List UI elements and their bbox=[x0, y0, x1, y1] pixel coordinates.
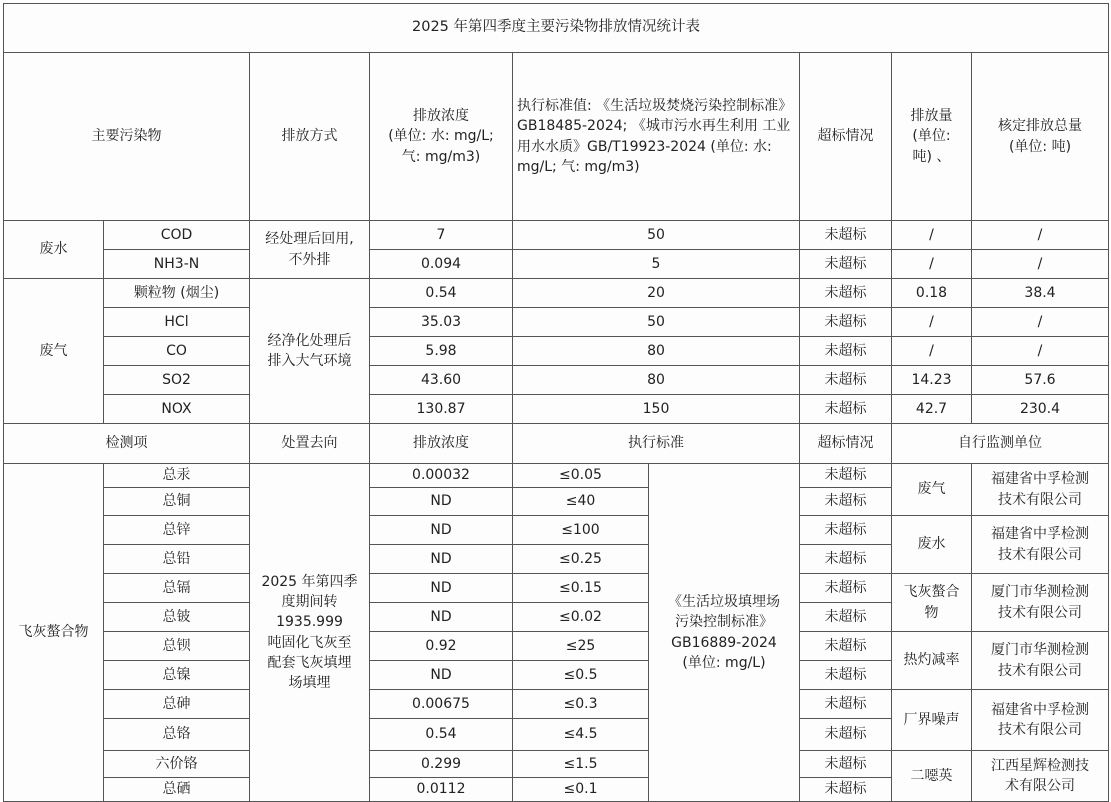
header-approved: 核定排放总量 (单位: 吨) bbox=[972, 53, 1109, 221]
approved-total: 38.4 bbox=[972, 279, 1109, 308]
exceed-status: 未超标 bbox=[800, 395, 892, 424]
concentration-value: 0.299 bbox=[370, 751, 513, 778]
limit-value: ≤100 bbox=[513, 516, 649, 545]
test-item: 总钡 bbox=[104, 632, 250, 661]
limit-value: ≤0.1 bbox=[513, 778, 649, 802]
table-title: 2025 年第四季度主要污染物排放情况统计表 bbox=[4, 4, 1109, 53]
standard-value: 80 bbox=[513, 366, 800, 395]
monitor-unit: 江西星辉检测技 术有限公司 bbox=[972, 751, 1109, 802]
emission-amount: 14.23 bbox=[892, 366, 972, 395]
header-test-item: 检测项 bbox=[4, 424, 250, 464]
monitor-type: 废水 bbox=[892, 516, 972, 574]
monitor-type: 二噁英 bbox=[892, 751, 972, 802]
approved-total: / bbox=[972, 337, 1109, 366]
concentration-value: ND bbox=[370, 661, 513, 690]
exceed-status: 未超标 bbox=[800, 690, 892, 719]
emission-amount: / bbox=[892, 250, 972, 279]
exceed-status: 未超标 bbox=[800, 632, 892, 661]
concentration-value: 130.87 bbox=[370, 395, 513, 424]
header-monitor-unit: 自行监测单位 bbox=[892, 424, 1109, 464]
exceed-status: 未超标 bbox=[800, 545, 892, 574]
pollutant-item: CO bbox=[104, 337, 250, 366]
monitor-type: 废气 bbox=[892, 464, 972, 516]
standard-value: 5 bbox=[513, 250, 800, 279]
limit-value: ≤0.5 bbox=[513, 661, 649, 690]
exceed-status: 未超标 bbox=[800, 603, 892, 632]
test-item: 总铅 bbox=[104, 545, 250, 574]
standard-value: 50 bbox=[513, 221, 800, 250]
header-concentration: 排放浓度 (单位: 水: mg/L; 气: mg/m3) bbox=[370, 53, 513, 221]
header-standard-2: 执行标准 bbox=[513, 424, 800, 464]
concentration-value: ND bbox=[370, 516, 513, 545]
header-pollutant: 主要污染物 bbox=[4, 53, 250, 221]
exceed-status: 未超标 bbox=[800, 778, 892, 802]
limit-value: ≤40 bbox=[513, 488, 649, 516]
monitor-unit: 福建省中孚检测 技术有限公司 bbox=[972, 516, 1109, 574]
limit-value: ≤0.15 bbox=[513, 574, 649, 603]
concentration-value: 7 bbox=[370, 221, 513, 250]
test-item: 总镍 bbox=[104, 661, 250, 690]
approved-total: 230.4 bbox=[972, 395, 1109, 424]
fly-ash-category: 飞灰螯合物 bbox=[4, 464, 104, 802]
wastewater-category: 废水 bbox=[4, 221, 104, 279]
exceed-status: 未超标 bbox=[800, 221, 892, 250]
approved-total: / bbox=[972, 250, 1109, 279]
header-method: 排放方式 bbox=[250, 53, 370, 221]
concentration-value: 43.60 bbox=[370, 366, 513, 395]
standard-value: 150 bbox=[513, 395, 800, 424]
concentration-value: 0.92 bbox=[370, 632, 513, 661]
exceed-status: 未超标 bbox=[800, 279, 892, 308]
exceed-status: 未超标 bbox=[800, 661, 892, 690]
emission-statistics-table bbox=[3, 3, 1109, 802]
header-concentration-2: 排放浓度 bbox=[370, 424, 513, 464]
concentration-value: 35.03 bbox=[370, 308, 513, 337]
pollutant-item: HCl bbox=[104, 308, 250, 337]
monitor-type: 厂界噪声 bbox=[892, 690, 972, 751]
limit-value: ≤0.05 bbox=[513, 464, 649, 488]
concentration-value: 0.54 bbox=[370, 279, 513, 308]
test-item: 总镉 bbox=[104, 574, 250, 603]
concentration-value: ND bbox=[370, 488, 513, 516]
limit-value: ≤4.5 bbox=[513, 719, 649, 751]
emission-amount: 42.7 bbox=[892, 395, 972, 424]
pollutant-item: SO2 bbox=[104, 366, 250, 395]
concentration-value: 0.094 bbox=[370, 250, 513, 279]
limit-value: ≤0.25 bbox=[513, 545, 649, 574]
standard-value: 80 bbox=[513, 337, 800, 366]
exceed-status: 未超标 bbox=[800, 751, 892, 778]
emission-amount: / bbox=[892, 221, 972, 250]
pollutant-item: NH3-N bbox=[104, 250, 250, 279]
emission-amount: / bbox=[892, 308, 972, 337]
test-item: 六价铬 bbox=[104, 751, 250, 778]
waste-gas-method: 经净化处理后 排入大气环境 bbox=[250, 279, 370, 424]
header-amount: 排放量 (单位: 吨) 、 bbox=[892, 53, 972, 221]
exceed-status: 未超标 bbox=[800, 366, 892, 395]
standard-value: 50 bbox=[513, 308, 800, 337]
standard-value: 20 bbox=[513, 279, 800, 308]
concentration-value: 0.00675 bbox=[370, 690, 513, 719]
monitor-unit: 厦门市华测检测 技术有限公司 bbox=[972, 632, 1109, 690]
monitor-unit: 厦门市华测检测 技术有限公司 bbox=[972, 574, 1109, 632]
limit-value: ≤25 bbox=[513, 632, 649, 661]
exceed-status: 未超标 bbox=[800, 719, 892, 751]
exceed-status: 未超标 bbox=[800, 250, 892, 279]
exceed-status: 未超标 bbox=[800, 488, 892, 516]
exceed-status: 未超标 bbox=[800, 516, 892, 545]
fly-ash-standard: 《生活垃圾填埋场 污染控制标准》 GB16889-2024 (单位: mg/L) bbox=[649, 464, 800, 802]
test-item: 总铍 bbox=[104, 603, 250, 632]
header-exceed: 超标情况 bbox=[800, 53, 892, 221]
approved-total: / bbox=[972, 221, 1109, 250]
exceed-status: 未超标 bbox=[800, 574, 892, 603]
exceed-status: 未超标 bbox=[800, 308, 892, 337]
exceed-status: 未超标 bbox=[800, 337, 892, 366]
monitor-type: 飞灰螯合 物 bbox=[892, 574, 972, 632]
test-item: 总铜 bbox=[104, 488, 250, 516]
pollutant-item: COD bbox=[104, 221, 250, 250]
test-item: 总砷 bbox=[104, 690, 250, 719]
test-item: 总锌 bbox=[104, 516, 250, 545]
concentration-value: 0.00032 bbox=[370, 464, 513, 488]
fly-ash-disposal: 2025 年第四季 度期间转 1935.999 吨固化飞灰至 配套飞灰填埋 场填埋 bbox=[250, 464, 370, 802]
monitor-unit: 福建省中孚检测 技术有限公司 bbox=[972, 464, 1109, 516]
concentration-value: ND bbox=[370, 545, 513, 574]
exceed-status: 未超标 bbox=[800, 464, 892, 488]
test-item: 总硒 bbox=[104, 778, 250, 802]
emission-amount: / bbox=[892, 337, 972, 366]
test-item: 总铬 bbox=[104, 719, 250, 751]
pollutant-item: 颗粒物 (烟尘) bbox=[104, 279, 250, 308]
limit-value: ≤1.5 bbox=[513, 751, 649, 778]
limit-value: ≤0.3 bbox=[513, 690, 649, 719]
pollutant-item: NOX bbox=[104, 395, 250, 424]
emission-amount: 0.18 bbox=[892, 279, 972, 308]
approved-total: / bbox=[972, 308, 1109, 337]
header-exceed-2: 超标情况 bbox=[800, 424, 892, 464]
approved-total: 57.6 bbox=[972, 366, 1109, 395]
concentration-value: 0.0112 bbox=[370, 778, 513, 802]
test-item: 总汞 bbox=[104, 464, 250, 488]
header-disposal: 处置去向 bbox=[250, 424, 370, 464]
wastewater-method: 经处理后回用, 不外排 bbox=[250, 221, 370, 279]
waste-gas-category: 废气 bbox=[4, 279, 104, 424]
concentration-value: 5.98 bbox=[370, 337, 513, 366]
limit-value: ≤0.02 bbox=[513, 603, 649, 632]
header-standard: 执行标准值: 《生活垃圾焚烧污染控制标准》GB18485-2024; 《城市污水再生利用 工业用水水质》GB/T19923-2024 (单位: 水: mg/L; 气: mg/m3) bbox=[513, 53, 800, 221]
concentration-value: ND bbox=[370, 603, 513, 632]
monitor-type: 热灼减率 bbox=[892, 632, 972, 690]
concentration-value: ND bbox=[370, 574, 513, 603]
concentration-value: 0.54 bbox=[370, 719, 513, 751]
monitor-unit: 福建省中孚检测 技术有限公司 bbox=[972, 690, 1109, 751]
